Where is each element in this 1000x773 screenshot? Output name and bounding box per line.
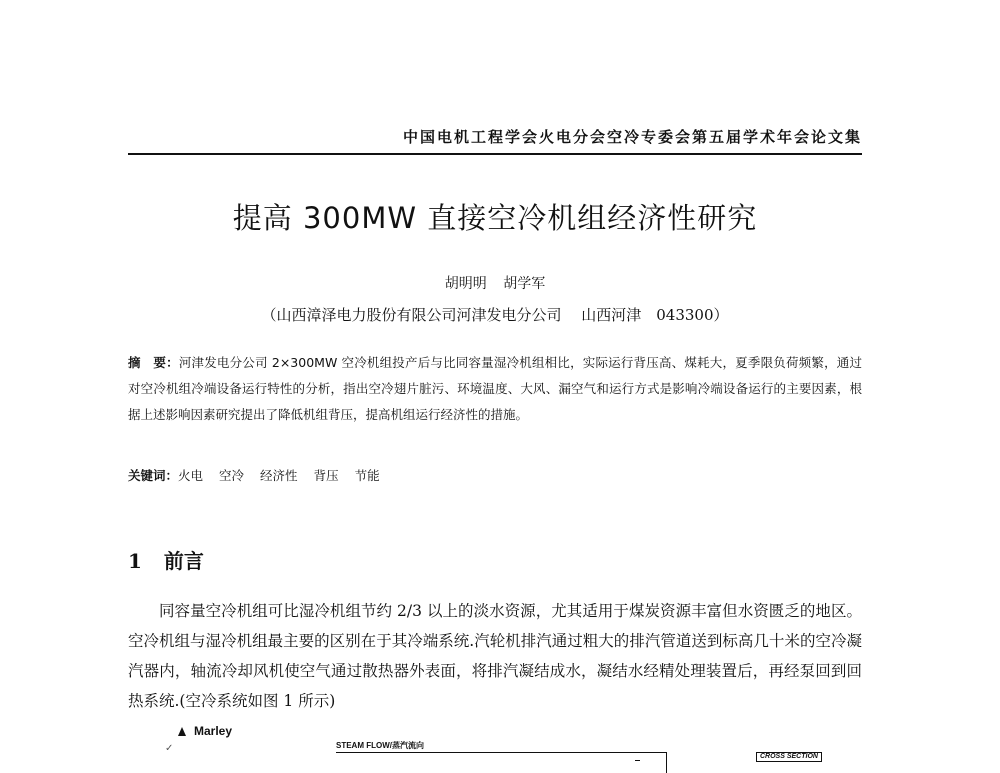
- abstract: [128, 350, 862, 428]
- author-1: 胡明明: [444, 276, 487, 292]
- keyword-5: 节能: [354, 468, 380, 483]
- keyword-2: 空冷: [219, 468, 245, 483]
- figure-section-label: CROSS SECTION: [756, 752, 822, 762]
- keyword-3: 经济性: [260, 468, 298, 483]
- author-2: 胡学军: [503, 276, 546, 292]
- section-number: 1: [128, 549, 142, 573]
- authors: [128, 273, 862, 293]
- figure-brand-label: Marley: [194, 724, 233, 738]
- section-title: 前言: [163, 549, 204, 573]
- paper-title: 提高 300MW 直接空冷机组经济性研究: [232, 201, 758, 235]
- figure-tick-mark: [635, 756, 640, 761]
- running-header: 中国电机工程学会火电分会空冷专委会第五届学术年会论文集: [402, 128, 862, 146]
- keywords-label: 关键词：: [128, 468, 179, 483]
- keyword-4: 背压: [313, 468, 339, 483]
- keyword-1: 火电: [178, 468, 204, 483]
- figure-steam-label: STEAM FLOW/蒸汽流向: [336, 741, 424, 750]
- header-rule: [128, 153, 862, 155]
- abstract-label: 摘 要：: [128, 355, 179, 370]
- abstract-text: 河津发电分公司 2×300MW 空冷机组投产后与比同容量湿冷机组相比，实际运行背压高、煤耗大，夏季限负荷频繁，通过对空冷机组冷端设备运行特性的分析，指出空冷翅片脏污、环境温度、大风、漏空气和运行方式是影响冷端设备运行的主要因素，根据上述影响因素研究提出了降低机组背压，提高机组运行经济性的措施。: [128, 355, 862, 422]
- marley-logo-icon: [178, 727, 186, 736]
- section-heading: [128, 545, 204, 574]
- figure-duct-outline: [336, 752, 667, 773]
- figure-corner-mark: ✓: [165, 743, 174, 754]
- figure-brand: [178, 724, 232, 738]
- affiliation: （山西漳泽电力股份有限公司河津发电分公司 山西河津 043300）: [261, 306, 729, 324]
- keywords: [128, 466, 862, 484]
- intro-paragraph: 同容量空冷机组可比湿冷机组节约 2/3 以上的淡水资源，尤其适用于煤炭资源丰富但水资匮乏的地区。空冷机组与湿冷机组最主要的区别在于其冷端系统.汽轮机排汽通过粗大的排汽管道送到标高几十米的空冷凝汽器内，轴流冷却风机使空气通过散热器外表面，将排汽凝结成水，凝结水经精处理装置后，再经泵回到回热系统.(空冷系统如图 1 所示): [128, 602, 862, 710]
